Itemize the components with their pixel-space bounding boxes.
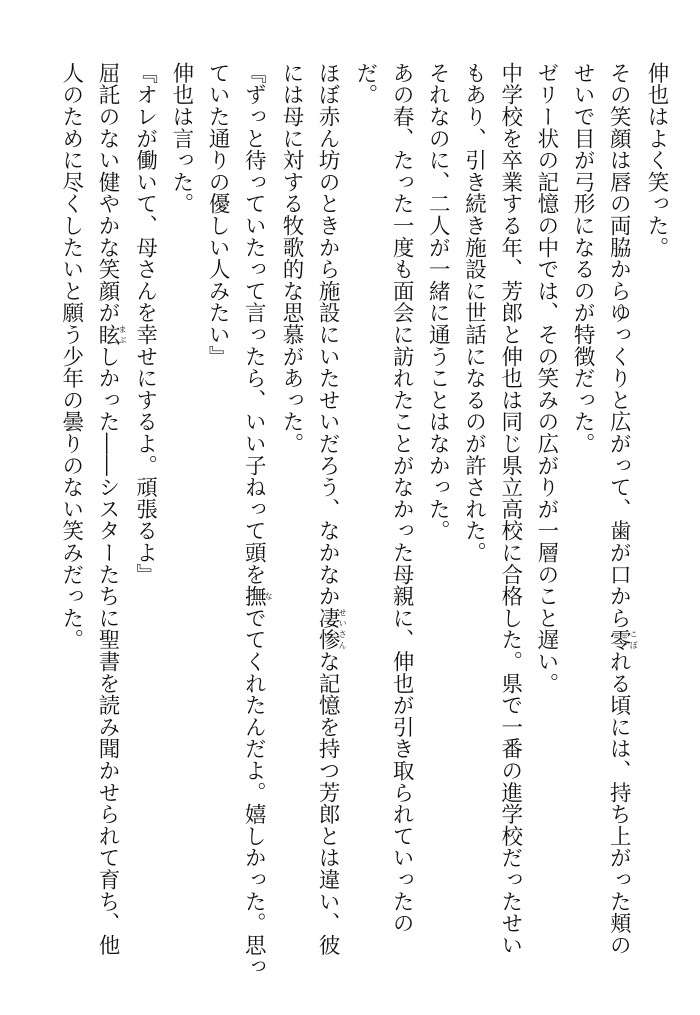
text-line: 屈託のない健やかな笑顔が眩まぶしかった――シスターたちに聖書を読み聞かせられて育ち、他: [94, 62, 127, 956]
ruby-word: 撫な: [241, 585, 274, 608]
text-line: あの春、たった一度も面会に訪れたことがなかった母親に、伸也が引き取られていったの: [389, 62, 415, 934]
text-line: には母に対する牧歌的な思慕があった。: [278, 62, 304, 455]
furigana: せいさん: [338, 607, 348, 651]
ruby-word: 凄惨せいさん: [315, 607, 348, 651]
text-line: 『オレが働いて、母さんを幸せにするよ。頑張るよ』: [132, 62, 158, 586]
ruby-word: 零こぼ: [606, 628, 639, 651]
text-line: その笑顔は唇の両脇からゆっくりと広がって、歯が口から零こぼれる頃には、持ち上がった頬の: [606, 62, 639, 956]
text-line: もあり、引き続き施設に世話になるのが許された。: [461, 62, 487, 564]
text-line: だ。: [352, 62, 378, 106]
text-line: ていた通りの優しい人みたい』: [205, 62, 231, 368]
vertical-text-body: [53, 62, 674, 992]
furigana: な: [264, 585, 274, 608]
furigana: こぼ: [629, 628, 639, 651]
text-line: それなのに、二人が一緒に通うことはなかった。: [425, 62, 451, 542]
ruby-word: 眩まぶ: [94, 323, 127, 346]
text-line: ほぼ赤ん坊のときから施設にいたせいだろう、なかなか凄惨せいさんな記憶を持つ芳郎とは違い、彼: [315, 62, 348, 956]
text-line: せいで目が弓形になるのが特徴だった。: [570, 62, 596, 455]
text-line: 人のために尽くしたいと願う少年の曇りのない笑みだった。: [58, 62, 84, 651]
text-line: 中学校を卒業する年、芳郎と伸也は同じ県立高校に合格した。県で一番の進学校だったせい: [497, 62, 523, 956]
furigana: まぶ: [117, 323, 127, 346]
text-line: 伸也は言った。: [168, 62, 194, 215]
text-line: 『ずっと待っていたって言ったら、いい子ねって頭を撫なでてくれたんだよ。嬉しかった。思っ: [241, 62, 274, 978]
text-line: ゼリー状の記憶の中では、その笑みの広がりが一層のこと遅い。: [533, 62, 559, 695]
text-line: 伸也はよく笑った。: [644, 62, 669, 259]
